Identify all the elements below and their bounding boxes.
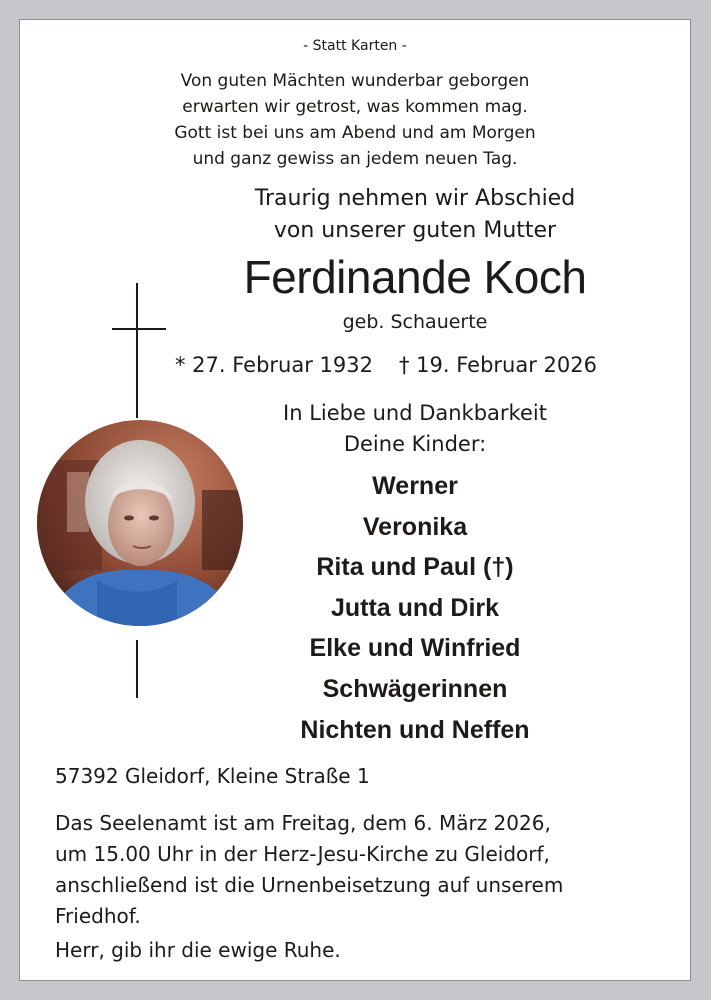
death-date: † 19. Februar 2026 <box>399 353 597 377</box>
statt-karten-note: - Statt Karten - <box>303 38 407 54</box>
gratitude-line: Deine Kinder: <box>343 432 487 456</box>
service-info <box>55 808 655 932</box>
mourner: Elke und Winfried <box>309 634 521 663</box>
service-line: Friedhof. <box>55 904 141 928</box>
mourner: Jutta und Dirk <box>330 593 500 622</box>
obituary-card <box>19 19 691 981</box>
service-line: Das Seelenamt ist am Freitag, dem 6. März 2026, <box>55 811 551 835</box>
portrait-photo <box>37 420 243 626</box>
cross-base-line <box>136 640 138 698</box>
birth-date: * 27. Februar 1932 <box>175 353 373 377</box>
mourner: Rita und Paul (†) <box>316 553 514 582</box>
farewell-line: von unserer guten Mutter <box>273 218 557 243</box>
cross-vertical-bar <box>136 283 138 418</box>
closing-prayer: Herr, gib ihr die ewige Ruhe. <box>55 938 341 962</box>
gratitude-line: In Liebe und Dankbarkeit <box>283 401 547 425</box>
farewell-line: Traurig nehmen wir Abschied <box>254 186 576 211</box>
deceased-name: Ferdinande Koch <box>243 251 587 303</box>
poem-line: und ganz gewiss an jedem neuen Tag. <box>192 149 518 169</box>
mourners-list <box>170 466 660 750</box>
life-dates <box>175 353 597 377</box>
mourner: Schwägerinnen <box>322 674 508 703</box>
poem-line: Von guten Mächten wunderbar geborgen <box>180 71 530 91</box>
service-line: anschließend ist die Urnenbeisetzung auf unserem <box>55 873 564 897</box>
mourner: Nichten und Neffen <box>300 715 530 744</box>
mourner: Veronika <box>362 512 468 541</box>
address: 57392 Gleidorf, Kleine Straße 1 <box>55 764 370 788</box>
portrait-illustration <box>37 420 243 626</box>
poem-line: erwarten wir getrost, was kommen mag. <box>182 97 528 117</box>
mourner: Werner <box>372 472 458 500</box>
cross-horizontal-bar <box>112 328 166 330</box>
farewell-text <box>170 183 660 247</box>
poem <box>20 68 690 172</box>
poem-line: Gott ist bei uns am Abend und am Morgen <box>174 123 536 143</box>
maiden-name: geb. Schauerte <box>342 311 488 333</box>
service-line: um 15.00 Uhr in der Herz-Jesu-Kirche zu Gleidorf, <box>55 842 550 866</box>
gratitude-text <box>170 398 660 460</box>
